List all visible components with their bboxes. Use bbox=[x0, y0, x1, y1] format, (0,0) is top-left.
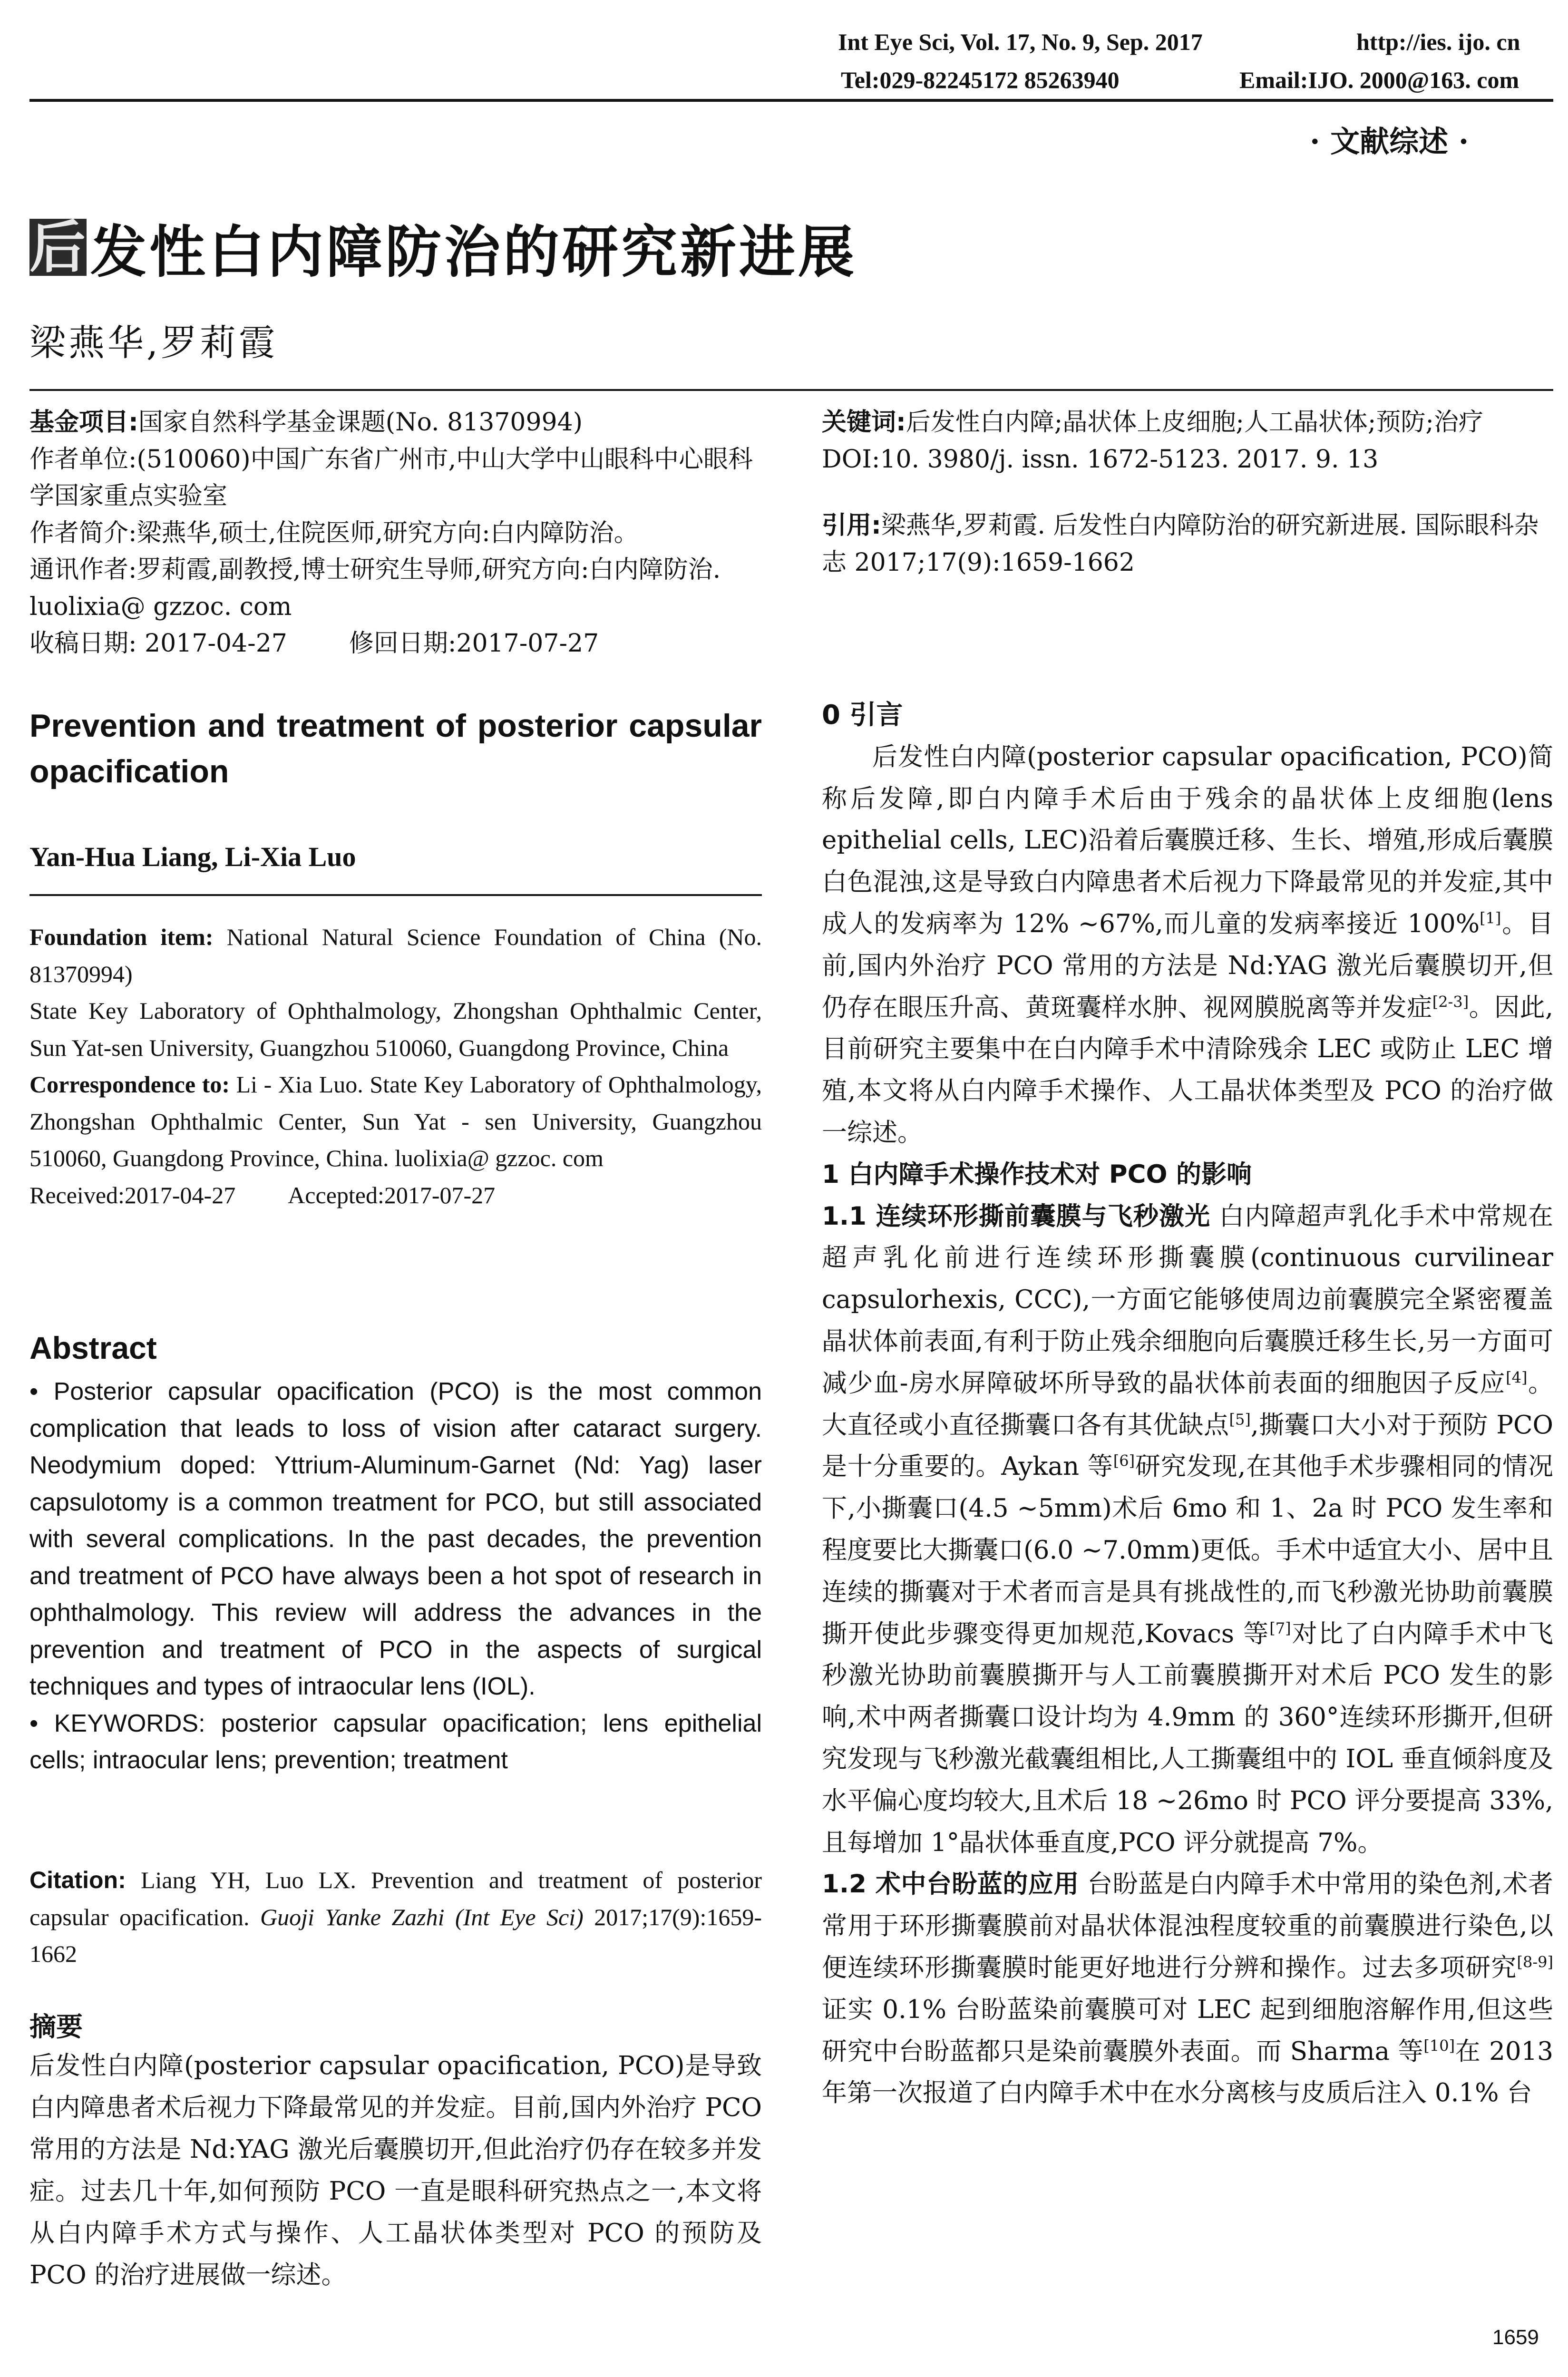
left-meta bbox=[29, 404, 762, 662]
affiliation-en: State Key Laboratory of Ophthalmology, Zhongshan Ophthalmic Center, Sun Yat-sen University, Guangzhou 510060, Guangdong Province, China bbox=[29, 997, 762, 1061]
funding-label: 基金项目: bbox=[29, 408, 138, 437]
corr-label-cn: 通讯作者: bbox=[29, 555, 137, 584]
doi: DOI:10. 3980/j. issn. 1672-5123. 2017. 9. 13 bbox=[822, 445, 1379, 474]
citation-pre: Liang YH, Luo LX. Prevention and treatment of posterior capsular opacification. bbox=[29, 1867, 762, 1930]
cite-cn: 梁燕华,罗莉霞. 后发性白内障防治的研究新进展. 国际眼科杂志 2017;17(9):1659-1662 bbox=[822, 511, 1539, 577]
corr-text-cn: 罗莉霞,副教授,博士研究生导师,研究方向:白内障防治. luolixia@ gzzoc. com bbox=[29, 555, 721, 621]
title-rule bbox=[29, 389, 1553, 391]
body-right bbox=[822, 694, 1553, 2114]
unit-label: 作者单位: bbox=[29, 445, 137, 474]
ref-2-3: [2-3] bbox=[1432, 992, 1469, 1011]
ref-7: [7] bbox=[1269, 1618, 1291, 1637]
accepted-en: Accepted:2017-07-27 bbox=[288, 1181, 496, 1208]
keywords-cn: 后发性白内障;晶状体上皮细胞;人工晶状体;预防;治疗 bbox=[906, 408, 1483, 437]
funding-text: 国家自然科学基金课题(No. 81370994) bbox=[138, 408, 583, 437]
unit-text: (510060)中国广东省广州市,中山大学中山眼科中心眼科学国家重点实验室 bbox=[29, 445, 753, 510]
journal-url: http://ies. ijo. cn bbox=[1356, 29, 1520, 55]
ref-8-9: [8-9] bbox=[1517, 1953, 1553, 1971]
intro-heading: 0 引言 bbox=[822, 700, 903, 731]
citation-post: 2017;17(9):1659-1662 bbox=[29, 1903, 762, 1967]
english-rule bbox=[29, 894, 762, 896]
title-first-char: 后 bbox=[29, 214, 89, 280]
bio-text: 梁燕华,硕士,住院医师,研究方向:白内障防治。 bbox=[136, 518, 639, 547]
received-en: Received:2017-04-27 bbox=[29, 1181, 236, 1208]
summary-body: 后发性白内障(posterior capsular opacification, PCO)是导致白内障患者术后视力下降最常见的并发症。目前,国内外治疗 PCO 常用的方法是 Nd:YAG 激光后囊膜切开,但此治疗仍存在较多并发症。过去几十年,如何预防 PCO 一直是眼科研究热点之一,本文将从白内障手术方式与操作、人工晶状体类型对 PCO 的预防及 PCO 的治疗进展做一综述。 bbox=[29, 2051, 762, 2289]
abstract-heading: Abstract bbox=[29, 1330, 157, 1365]
correspondence-text: Li - Xia Luo. State Key Laboratory of Ophthalmology, Zhongshan Ophthalmic Center, Sun Yat - sen University, Guangzhou 510060, Guangdong Province, China. luolixia@ gzzoc. com bbox=[29, 1071, 762, 1171]
ref-4: [4] bbox=[1506, 1368, 1528, 1387]
revised-cn: 修回日期:2017-07-27 bbox=[349, 629, 599, 658]
cite-label-cn: 引用: bbox=[822, 511, 881, 540]
section-1-heading: 1 白内障手术操作技术对 PCO 的影响 bbox=[822, 1159, 1252, 1189]
authors-cn: 梁燕华,罗莉霞 bbox=[29, 321, 278, 364]
section-1-1-heading: 1.1 连续环形撕前囊膜与飞秒激光 bbox=[822, 1201, 1211, 1231]
section-1-2: 1.2 术中台盼蓝的应用 台盼蓝是白内障手术中常用的染色剂,术者常用于环形撕囊膜前对晶状体混浊程度较重的前囊膜进行染色,以便连续环形撕囊膜时能更好地进行分辨和操作。过去多项研究[8-9]证实 0.1% 台盼蓝染前囊膜可对 LEC 起到细胞溶解作用,但这些研究中台盼蓝都只是染前囊膜外表面。而 Sharma 等[10]在 2013 年第一次报道了白内障手术中在水分离核与皮质后注入 0.1% 台 bbox=[822, 1870, 1553, 2108]
bio-label: 作者简介: bbox=[29, 518, 137, 547]
ref-6: [6] bbox=[1113, 1452, 1135, 1470]
ref-10: [10] bbox=[1423, 2036, 1455, 2055]
ref-5: [5] bbox=[1229, 1410, 1251, 1428]
section-1-1: 1.1 连续环形撕前囊膜与飞秒激光 白内障超声乳化手术中常规在超声乳化前进行连续环形撕囊膜(continuous curvilinear capsulorhexis, CCC),一方面它能够使周边前囊膜完全紧密覆盖晶状体前表面,有利于防止残余细胞向后囊膜迁移生长,另一方面可减少血-房水屏障破坏所导致的晶状体前表面的细胞因子反应[4]。大直径或小直径撕囊口各有其优缺点[5],撕囊口大小对于预防 PCO 是十分重要的。Aykan 等[6]研究发现,在其他手术步骤相同的情况下,小撕囊口(4.5 ~5mm)术后 6mo 和 1、2a 时 PCO 发生率和程度要比大撕囊口(6.0 ~7.0mm)更低。手术中适宜大小、居中且连续的撕囊对于术者而言是具有挑战性的,而飞秒激光协助前囊膜撕开使此步骤变得更加规范,Kovacs 等[7]对比了白内障手术中飞秒激光协助前囊膜撕开与人工前囊膜撕开对术后 PCO 发生的影响,术中两者撕囊口设计均为 4.9mm 的 360°连续环形撕开,但研究发现与飞秒激光截囊组相比,人工撕囊组中的 IOL 垂直倾斜度及水平偏心度均较大,且术后 18 ~26mo 时 PCO 评分要提高 33%,且每增加 1°晶状体垂直度,PCO 评分就提高 7%。 bbox=[822, 1201, 1554, 1857]
english-authors: Yan-Hua Liang, Li-Xia Luo bbox=[29, 841, 356, 872]
correspondence-label: Correspondence to: bbox=[29, 1071, 230, 1098]
citation-journal: Guoji Yanke Zazhi (Int Eye Sci) bbox=[260, 1903, 584, 1930]
abstract-text: • Posterior capsular opacification (PCO) is the most common complication that leads to loss of vision after cataract surgery. Neodymium doped: Yttrium-Aluminum-Garnet (Nd: Yag) laser capsulotomy is a common treatment for PCO, but still associated with several complications. In the past decades, the prevention and treatment of PCO have always been a hot spot of research in ophthalmology. This review will address the advances in the prevention and treatment of PCO in the aspects of surgical techniques and types of intraocular lens (IOL). bbox=[29, 1378, 762, 1700]
abstract-keywords: • KEYWORDS: posterior capsular opacification; lens epithelial cells; intraocular lens; prevention; treatment bbox=[29, 1709, 762, 1774]
ref-1: [1] bbox=[1480, 909, 1501, 927]
journal-line: Int Eye Sci, Vol. 17, No. 9, Sep. 2017 bbox=[838, 29, 1203, 55]
citation bbox=[29, 1862, 762, 1973]
section-tag: · 文献综述 · bbox=[1310, 124, 1469, 159]
page-number: 1659 bbox=[1492, 2326, 1539, 2349]
right-meta bbox=[822, 404, 1553, 581]
title-rest: 发性白内障防治的研究新进展 bbox=[90, 219, 857, 285]
abstract-body bbox=[29, 1374, 762, 1779]
english-title: Prevention and treatment of posterior capsular opacification bbox=[29, 708, 762, 789]
foundation-label: Foundation item: bbox=[29, 924, 214, 950]
header-rule bbox=[29, 99, 1553, 102]
page-title-cn bbox=[29, 207, 857, 288]
keywords-label-cn: 关键词: bbox=[822, 408, 906, 437]
summary-heading: 摘要 bbox=[29, 2012, 83, 2043]
english-meta bbox=[29, 919, 762, 1214]
foundation-text: National Natural Science Foundation of China (No. 81370994) bbox=[29, 924, 762, 987]
intro-paragraph: 后发性白内障(posterior capsular opacification, PCO)简称后发障,即白内障手术后由于残余的晶状体上皮细胞(lens epithelial cells, LEC)沿着后囊膜迁移、生长、增殖,形成后囊膜白色混浊,这是导致白内障患者术后视力下降最常见的并发症,其中成人的发病率为 12% ~67%,而儿童的发病率接近 100%[1]。目前,国内外治疗 PCO 常用的方法是 Nd:YAG 激光后囊膜切开,但仍存在眼压升高、黄斑囊样水肿、视网膜脱离等并发症[2-3]。因此,目前研究主要集中在白内障手术中清除残余 LEC 或防止 LEC 增殖,本文将从白内障手术操作、人工晶状体类型及 PCO 的治疗做一综述。 bbox=[822, 742, 1554, 1147]
journal-email: Email:IJO. 2000@163. com bbox=[1239, 67, 1519, 93]
section-1-2-heading: 1.2 术中台盼蓝的应用 bbox=[822, 1870, 1079, 1899]
citation-label: Citation: bbox=[29, 1867, 126, 1893]
received-cn: 收稿日期: 2017-04-27 bbox=[29, 629, 287, 658]
journal-tel: Tel:029-82245172 85263940 bbox=[841, 67, 1120, 93]
